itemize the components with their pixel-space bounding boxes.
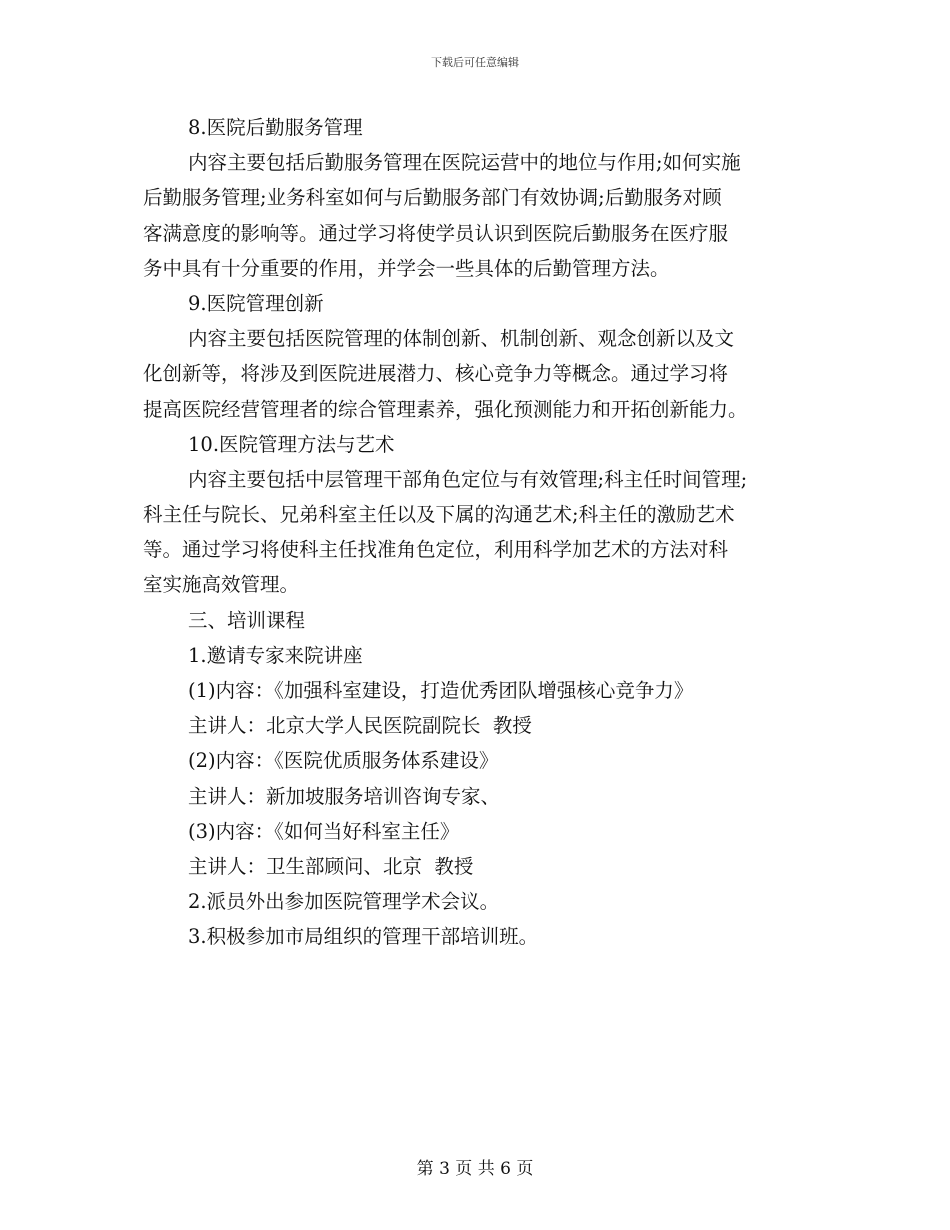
list-item: 3.积极参加市局组织的管理干部培训班。	[188, 925, 539, 949]
section-heading-methods: 10.医院管理方法与艺术	[188, 432, 395, 456]
list-item: 2.派员外出参加医院管理学术会议。	[188, 890, 500, 914]
paragraph-line: 科主任与院长、兄弟科室主任以及下属的沟通艺术;科主任的激励艺术	[143, 503, 735, 527]
paragraph-line: 提高医院经营管理者的综合管理素养，强化预测能力和开拓创新能力。	[143, 397, 748, 421]
section-heading-logistics: 8.医院后勤服务管理	[188, 116, 363, 139]
list-item: (1)内容：《加强科室建设，打造优秀团队增强核心竞争力》	[188, 679, 694, 702]
page-header-note: 下载后可任意编辑	[431, 56, 519, 69]
paragraph-line: 内容主要包括医院管理的体制创新、机制创新、观念创新以及文	[188, 327, 735, 351]
list-item: (3)内容：《如何当好科室主任》	[188, 819, 460, 843]
list-item: 1.邀请专家来院讲座	[188, 643, 363, 667]
paragraph-line: 室实施高效管理。	[143, 573, 300, 597]
document-body	[143, 110, 833, 955]
section-heading-courses: 三、培训课程	[188, 608, 306, 632]
paragraph-line: 化创新等，将涉及到医院进展潜力、核心竞争力等概念。通过学习将	[143, 362, 729, 386]
section-heading-innovation: 9.医院管理创新	[188, 291, 324, 315]
paragraph-line: 内容主要包括中层管理干部角色定位与有效管理;科主任时间管理;	[188, 467, 748, 491]
list-item: 主讲人：新加坡服务培训咨询专家、	[188, 784, 501, 808]
page-number-label: 第 3 页 共 6 页	[416, 1159, 534, 1179]
paragraph-line: 后勤服务管理;业务科室如何与后勤服务部门有效协调;后勤服务对顾	[143, 186, 722, 210]
paragraph-line: 等。通过学习将使科主任找准角色定位，利用科学加艺术的方法对科	[143, 538, 729, 562]
list-item: (2)内容：《医院优质服务体系建设》	[188, 749, 499, 773]
list-item: 主讲人：卫生部顾问、北京 教授	[188, 854, 474, 878]
list-item: 主讲人：北京大学人民医院副院长 教授	[188, 714, 532, 738]
paragraph-line: 客满意度的影响等。通过学习将使学员认识到医院后勤服务在医疗服	[143, 221, 729, 245]
page-number-footer	[0, 1154, 950, 1179]
paragraph-line: 务中具有十分重要的作用，并学会一些具体的后勤管理方法。	[143, 256, 670, 280]
paragraph-line: 内容主要包括后勤服务管理在医院运营中的地位与作用;如何实施	[188, 151, 741, 175]
